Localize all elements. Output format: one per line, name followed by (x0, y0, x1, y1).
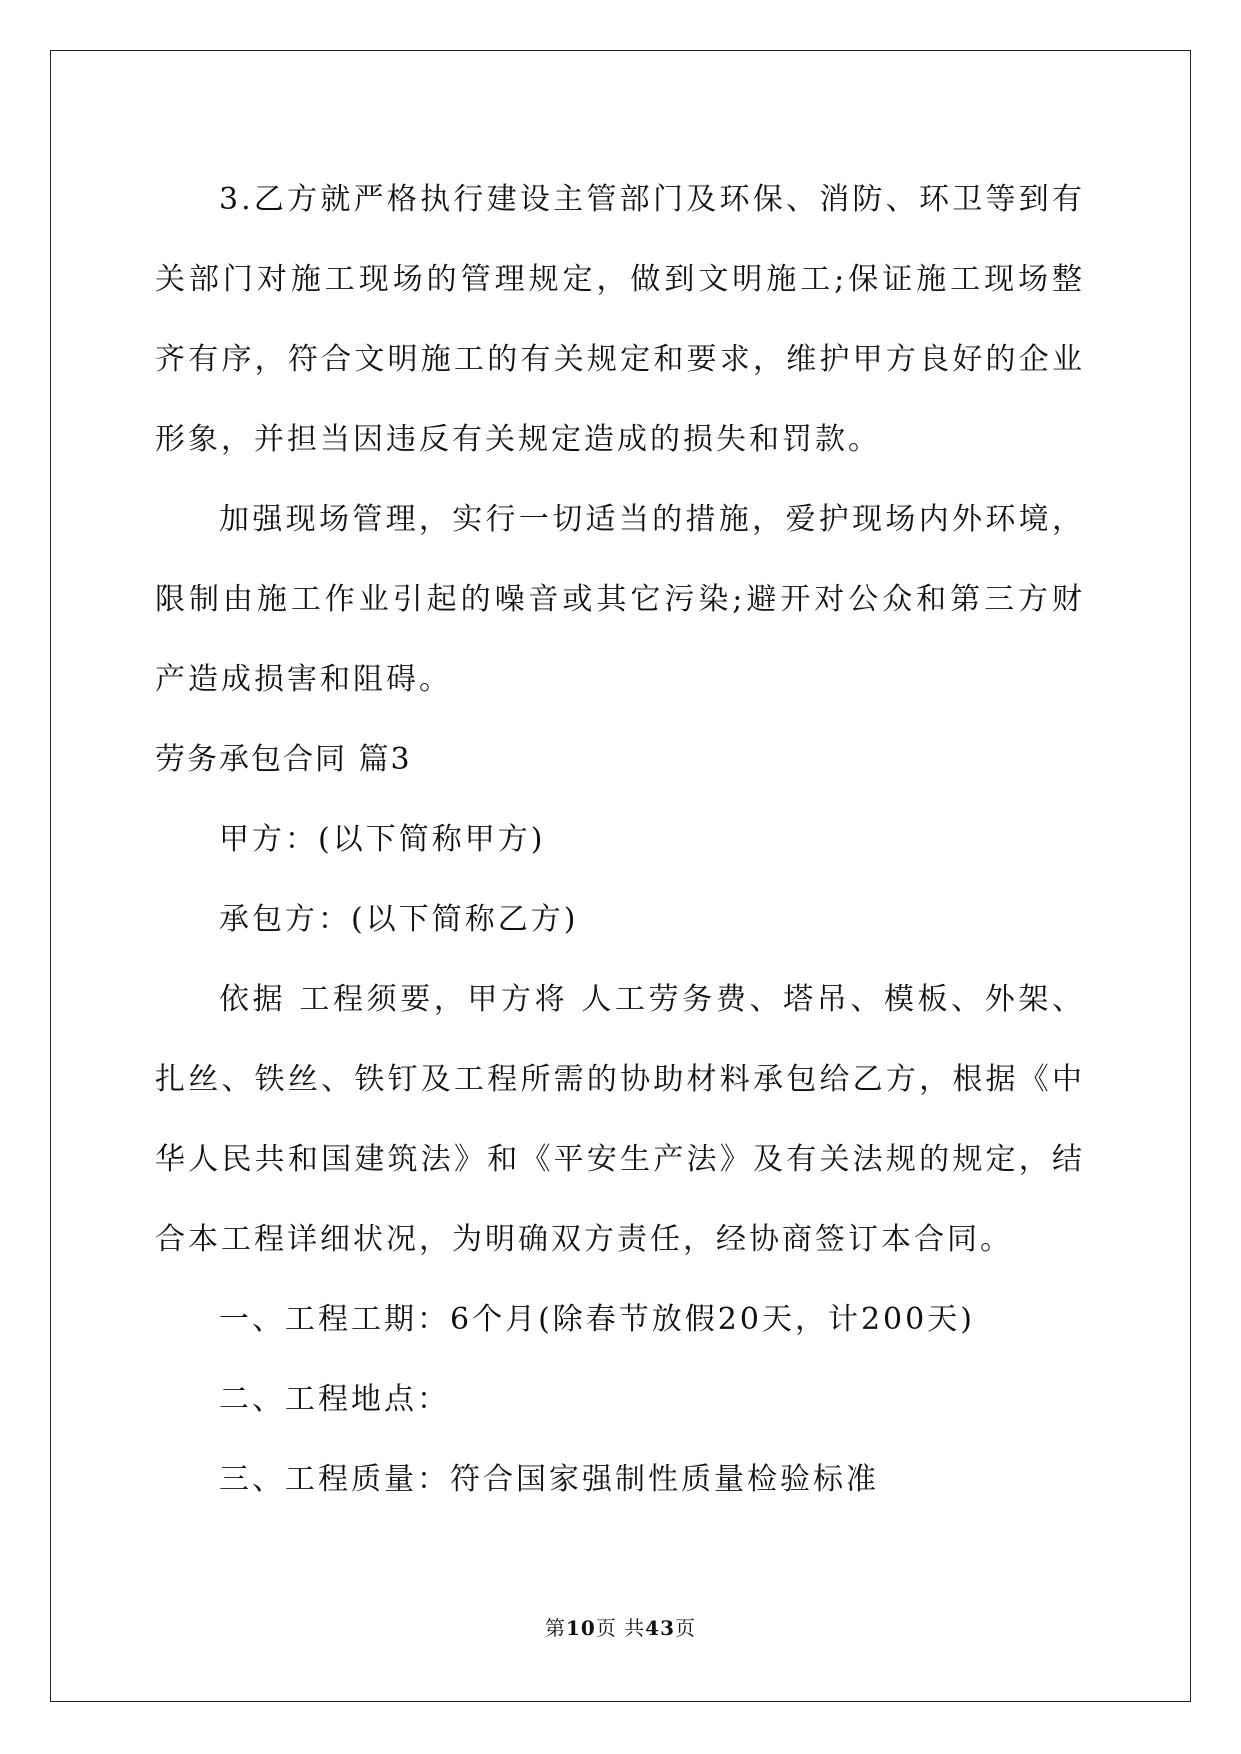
paragraph-site-management: 加强现场管理，实行一切适当的措施，爱护现场内外环境，限制由施工作业引起的噪音或其它污染;避开对公众和第三方财产造成损害和阻碍。 (155, 502, 1085, 697)
footer-page-number: 10 (565, 1616, 596, 1640)
paragraph-duration: 一、工程工期：6个月(除春节放假20天，计200天) (219, 1302, 975, 1337)
paragraph-location: 二、工程地点： (219, 1382, 450, 1417)
document-body (155, 160, 1085, 1520)
paragraph-contractor: 承包方：(以下简称乙方) (219, 902, 579, 937)
footer-prefix: 第 (544, 1616, 566, 1640)
paragraph-basis: 依据 工程须要，甲方将 人工劳务费、塔吊、模板、外架、扎丝、铁丝、铁钉及工程所需的协助材料承包给乙方，根据《中华人民共和国建筑法》和《平安生产法》及有关法规的规定，结合本工程详细状况，为明确双方责任，经协商签订本合同。 (155, 982, 1085, 1257)
footer-suffix: 页 (675, 1616, 697, 1640)
section-heading: 劳务承包合同 篇3 (155, 742, 412, 777)
paragraph-quality: 三、工程质量：符合国家强制性质量检验标准 (219, 1462, 879, 1497)
paragraph-site-regulations: 3.乙方就严格执行建设主管部门及环保、消防、环卫等到有关部门对施工现场的管理规定，做到文明施工;保证施工现场整齐有序，符合文明施工的有关规定和要求，维护甲方良好的企业形象，并担当因违反有关规定造成的损失和罚款。 (155, 182, 1085, 457)
footer-total-pages: 43 (645, 1616, 676, 1640)
paragraph-party-a: 甲方：(以下简称甲方) (219, 822, 546, 857)
footer-middle: 页 共 (595, 1616, 646, 1640)
page-footer (0, 1612, 1241, 1641)
